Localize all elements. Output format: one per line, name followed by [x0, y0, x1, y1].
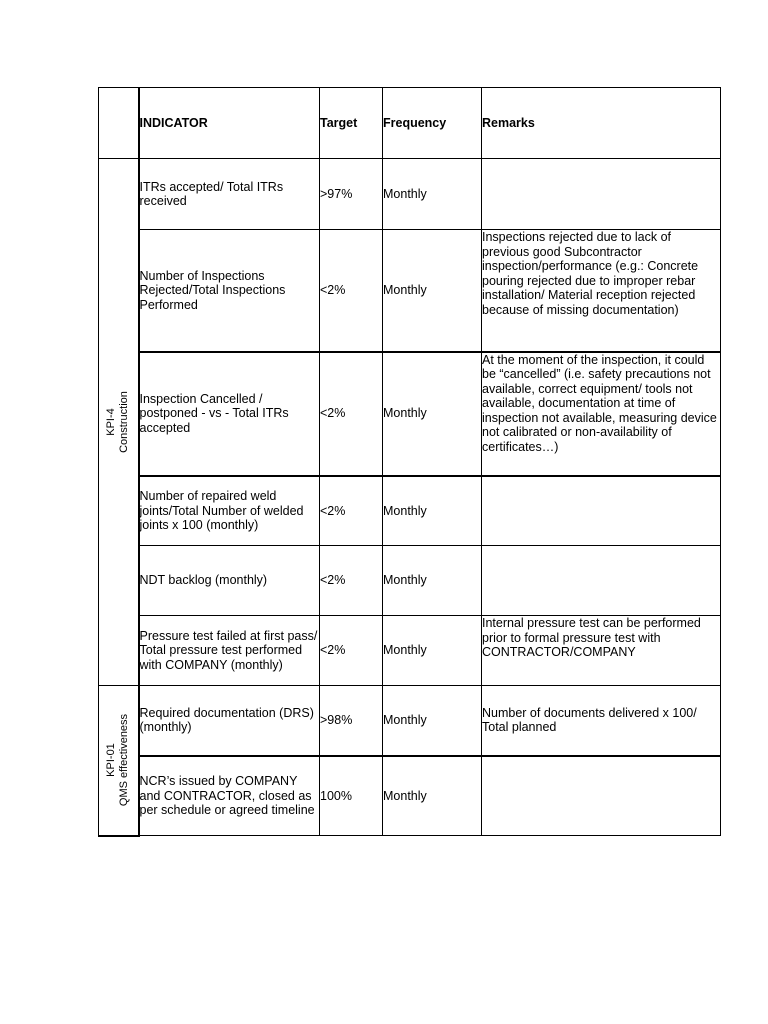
table-row	[99, 616, 721, 686]
group-name: Construction	[118, 391, 131, 453]
target-cell: >98%	[320, 686, 383, 756]
header-target: Target	[320, 88, 383, 159]
frequency-cell: Monthly	[383, 476, 482, 546]
indicator-cell: Number of repaired weld joints/Total Number of welded joints x 100 (monthly)	[139, 476, 320, 546]
remarks-cell	[482, 756, 721, 836]
remarks-cell	[482, 476, 721, 546]
table-row	[99, 546, 721, 616]
indicator-cell: Number of Inspections Rejected/Total Inspections Performed	[139, 230, 320, 352]
group-code: KPI-4	[105, 408, 118, 436]
group-name: QMS effectiveness	[118, 714, 131, 807]
remarks-cell: Internal pressure test can be performed prior to formal pressure test with CONTRACTOR/COMPANY	[482, 616, 721, 686]
indicator-cell: NDT backlog (monthly)	[139, 546, 320, 616]
remarks-cell	[482, 546, 721, 616]
frequency-cell: Monthly	[383, 546, 482, 616]
target-cell: <2%	[320, 546, 383, 616]
group-cell-construction	[99, 159, 139, 686]
target-cell: <2%	[320, 352, 383, 476]
target-cell: >97%	[320, 159, 383, 230]
group-label	[105, 714, 131, 806]
table-row	[99, 230, 721, 352]
remarks-cell: Inspections rejected due to lack of previous good Subcontractor inspection/performance (e.g.: Concrete pouring rejected due to improper rebar installation/ Material reception rejected because of missing documentation)	[482, 230, 721, 352]
target-cell: 100%	[320, 756, 383, 836]
table-row	[99, 756, 721, 836]
target-cell: <2%	[320, 616, 383, 686]
table-row	[99, 352, 721, 476]
kpi-table	[98, 87, 721, 837]
header-frequency: Frequency	[383, 88, 482, 159]
frequency-cell: Monthly	[383, 756, 482, 836]
header-row	[99, 88, 721, 159]
indicator-cell: ITRs accepted/ Total ITRs received	[139, 159, 320, 230]
remarks-cell: Number of documents delivered x 100/ Total planned	[482, 686, 721, 756]
header-group	[99, 88, 139, 159]
group-code: KPI-01	[105, 743, 118, 778]
remarks-cell	[482, 159, 721, 230]
target-cell: <2%	[320, 476, 383, 546]
table-row	[99, 686, 721, 756]
table-row	[99, 476, 721, 546]
indicator-cell: NCR’s issued by COMPANY and CONTRACTOR, closed as per schedule or agreed timeline	[139, 756, 320, 836]
group-cell-qms	[99, 686, 139, 836]
frequency-cell: Monthly	[383, 352, 482, 476]
frequency-cell: Monthly	[383, 616, 482, 686]
frequency-cell: Monthly	[383, 686, 482, 756]
indicator-cell: Required documentation (DRS) (monthly)	[139, 686, 320, 756]
group-label	[105, 391, 131, 453]
frequency-cell: Monthly	[383, 230, 482, 352]
target-cell: <2%	[320, 230, 383, 352]
indicator-cell: Inspection Cancelled / postponed - vs - Total ITRs accepted	[139, 352, 320, 476]
indicator-cell: Pressure test failed at first pass/ Total pressure test performed with COMPANY (monthly)	[139, 616, 320, 686]
header-indicator: INDICATOR	[139, 88, 320, 159]
frequency-cell: Monthly	[383, 159, 482, 230]
header-remarks: Remarks	[482, 88, 721, 159]
remarks-cell: At the moment of the inspection, it could be “cancelled” (i.e. safety precautions not available, correct equipment/ tools not available, documentation at time of inspection not available, measuring device not calibrated or non-availability of certificates…)	[482, 352, 721, 476]
table-row	[99, 159, 721, 230]
